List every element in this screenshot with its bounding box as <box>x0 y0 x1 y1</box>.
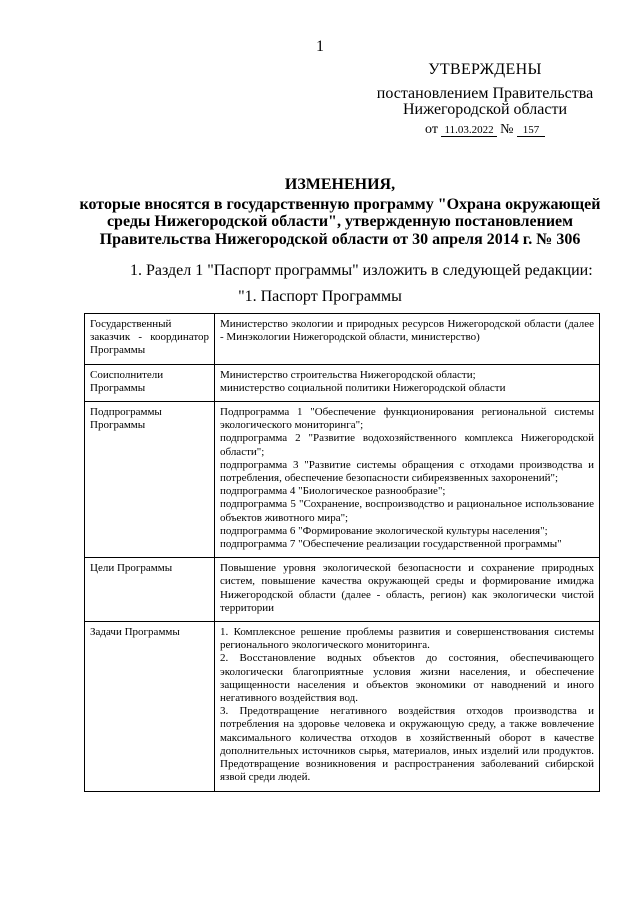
approval-line-1: постановлением Правительства <box>376 85 594 102</box>
passport-value-paragraph: подпрограмма 4 "Биологическое разнообразие"; <box>220 485 446 498</box>
passport-value-paragraph: подпрограмма 5 "Сохранение, воспроизводство и рациональное использование объектов животного мира"; <box>220 498 594 524</box>
passport-row-value <box>215 622 600 791</box>
passport-value-paragraph: Повышение уровня экологической безопасности и сохранение природных систем, повышение качества окружающей среды и формирование имиджа Нижегородской области (далее - область, регион) как экологически чистой территории <box>220 562 594 614</box>
date-prefix: от <box>425 122 438 137</box>
passport-row-value <box>215 402 600 558</box>
passport-row <box>85 558 600 622</box>
approval-line-2: Нижегородской области <box>402 101 567 118</box>
passport-value-paragraph: 1. Комплексное решение проблемы развития и совершенствования системы регионального экологического мониторинга. <box>220 626 594 652</box>
passport-row-label <box>85 402 215 558</box>
passport-row <box>85 364 600 401</box>
passport-label-text: Подпрограммы Программы <box>90 406 162 432</box>
passport-row <box>85 314 600 365</box>
approval-date: 11.03.2022 <box>441 124 496 137</box>
approval-date-row <box>360 122 610 138</box>
passport-row-value <box>215 314 600 365</box>
passport-row-value <box>215 558 600 622</box>
passport-value-paragraph: министерство социальной политики Нижегородской области <box>220 381 506 394</box>
passport-label-text: Задачи Программы <box>90 626 180 639</box>
passport-label-text: Соисполнители Программы <box>90 368 164 394</box>
title-description: которые вносятся в государственную программу "Охрана окружающей среды Нижегородской области", утвержденную постановлением Правительства Нижегородской области от 30 апреля 2014 г. № 306 <box>79 195 601 248</box>
passport-value-paragraph: 2. Восстановление водных объектов до состояния, обеспечивающего экологически благоприятные условия жизни населения, и обеспечение защищенности населения и объектов экономики от наводнений и иного негативного воздействия вод. <box>220 652 594 705</box>
passport-label-text: Цели Программы <box>90 562 173 575</box>
passport-row <box>85 402 600 558</box>
section-heading: "1. Паспорт Программы <box>238 288 402 305</box>
passport-value-paragraph: подпрограмма 3 "Развитие системы обращения с отходами производства и потребления, обеспечение безопасности сибиреязвенных захоронений"; <box>220 458 594 485</box>
passport-row-label <box>85 314 215 365</box>
passport-row-label <box>85 622 215 791</box>
passport-value-paragraph: Министерство экологии и природных ресурсов Нижегородской области (далее - Минэкологии Нижегородской области, министерство) <box>220 318 594 344</box>
document-title <box>70 176 610 248</box>
passport-row <box>85 622 600 791</box>
passport-value-paragraph: Министерство строительства Нижегородской области; <box>220 368 476 381</box>
passport-row-label <box>85 558 215 622</box>
program-passport-table <box>84 313 600 792</box>
number-prefix: № <box>500 122 514 137</box>
passport-value-paragraph: подпрограмма 2 "Развитие водохозяйственного комплекса Нижегородской области"; <box>220 432 594 458</box>
passport-label-text: Государственный заказчик - координатор Программы <box>90 318 209 357</box>
passport-value-paragraph: подпрограмма 6 "Формирование экологической культуры населения"; <box>220 524 548 537</box>
passport-row-label <box>85 364 215 401</box>
amendment-item-1: 1. Раздел 1 "Паспорт программы" изложить в следующей редакции: <box>130 262 593 279</box>
passport-value-paragraph: подпрограмма 7 "Обеспечение реализации государственной программы" <box>220 538 562 551</box>
passport-value-paragraph: Подпрограмма 1 "Обеспечение функционирования региональной системы экологического мониторинга"; <box>220 406 594 432</box>
approval-number: 157 <box>517 124 545 137</box>
passport-row-value <box>215 364 600 401</box>
approval-block <box>360 62 610 138</box>
passport-value-paragraph: 3. Предотвращение негативного воздействия отходов производства и потребления на здоровье человека и окружающую среду, а также вовлечение максимального количества отходов в хозяйственный оборот в качестве дополнительных источников сырья, материалов, иных изделий или продуктов. Предотвращение возникновения и распространения заболеваний сибирской язвой среди людей. <box>220 705 594 784</box>
approval-heading: УТВЕРЖДЕНЫ <box>428 61 542 78</box>
page-number: 1 <box>316 38 324 55</box>
title-heading: ИЗМЕНЕНИЯ, <box>284 176 396 193</box>
